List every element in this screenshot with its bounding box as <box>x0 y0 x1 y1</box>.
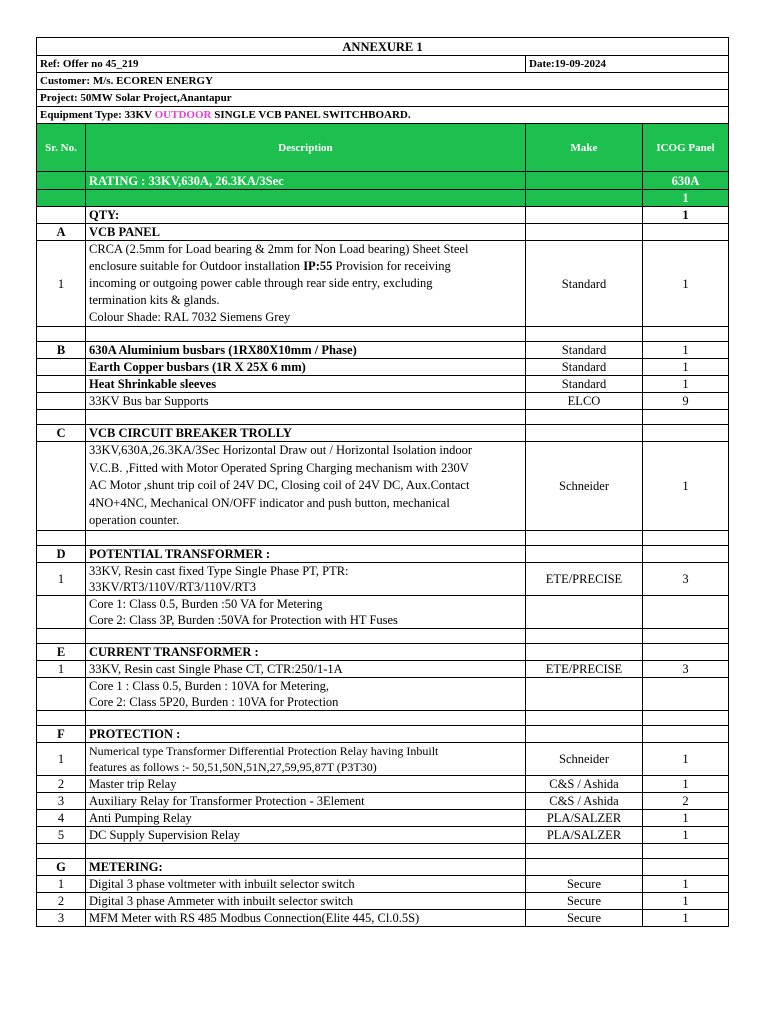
section-sr: B <box>37 342 86 359</box>
item-make: ETE/PRECISE <box>526 660 643 677</box>
table-row: Earth Copper busbars (1R X 25X 6 mm) Standard 1 <box>37 359 729 376</box>
table-row: 1 33KV, Resin cast Single Phase CT, CTR:250/1-1A ETE/PRECISE 3 <box>37 660 729 677</box>
table-row: 3 MFM Meter with RS 485 Modbus Connection(Elite 445, Cl.0.5S) Secure 1 <box>37 909 729 926</box>
section-title: VCB PANEL <box>86 224 526 241</box>
item-make: Schneider <box>526 442 643 531</box>
section-f-row <box>37 725 729 742</box>
table-row: Heat Shrinkable sleeves Standard 1 <box>37 376 729 393</box>
qty-value: 1 <box>643 207 729 224</box>
offer-ref: Ref: Offer no 45_219 <box>37 56 526 73</box>
item-description: 33KV,630A,26.3KA/3Sec Horizontal Draw out / Horizontal Isolation indoor V.C.B. ,Fitted with Motor Operated Spring Charging mechanism with 230V AC Motor ,shunt trip coil of 24V DC, Closing coil of 24V DC, Aux.Contact 4NO+4NC, Mechanical ON/OFF indicator and push button, mechanical operation counter. <box>86 442 526 531</box>
offer-date: Date:19-09-2024 <box>526 56 729 73</box>
rating-count: 1 <box>643 190 729 207</box>
table-row: 1 CRCA (2.5mm for Load bearing & 2mm for Non Load bearing) Sheet Steel enclosure suitable for Outdoor installation IP:55 Provision for receiving incoming or outgoing power cable through rear side entry, excluding termination kits & glands. Colour Shade: RAL 7032 Siemens Grey Standard 1 <box>37 241 729 327</box>
table-row: 2 Master trip Relay C&S / Ashida 1 <box>37 775 729 792</box>
table-row: 5 DC Supply Supervision Relay PLA/SALZER 1 <box>37 826 729 843</box>
section-title: CURRENT TRANSFORMER : <box>86 643 526 660</box>
item-qty: 1 <box>643 241 729 327</box>
equipment-suffix: SINGLE VCB PANEL SWITCHBOARD. <box>214 109 411 121</box>
section-c-row <box>37 425 729 442</box>
equipment-type-line <box>37 107 729 124</box>
item-make: Schneider <box>526 742 643 775</box>
table-row: 33KV Bus bar Supports ELCO 9 <box>37 393 729 410</box>
table-row: 1 33KV, Resin cast fixed Type Single Phase PT, PTR: 33KV/RT3/110V/RT3/110V/RT3 ETE/PRECISE 3 <box>37 562 729 595</box>
section-sr: F <box>37 725 86 742</box>
section-sr: C <box>37 425 86 442</box>
section-sr: G <box>37 858 86 875</box>
section-sr: E <box>37 643 86 660</box>
table-row: Core 1 : Class 0.5, Burden : 10VA for Metering, Core 2: Class 5P20, Burden : 10VA for Protection <box>37 677 729 710</box>
annexure-title: ANNEXURE 1 <box>37 38 729 56</box>
item-qty: 3 <box>643 562 729 595</box>
section-d-row <box>37 545 729 562</box>
equipment-prefix: Equipment Type: 33KV <box>40 109 152 121</box>
section-sr: A <box>37 224 86 241</box>
qty-label: QTY: <box>86 207 526 224</box>
table-row: 2 Digital 3 phase Ammeter with inbuilt selector switch Secure 1 <box>37 892 729 909</box>
rating-text: RATING : 33KV,630A, 26.3KA/3Sec <box>86 172 526 190</box>
section-e-row <box>37 643 729 660</box>
table-row: Core 1: Class 0.5, Burden :50 VA for Metering Core 2: Class 3P, Burden :50VA for Protection with HT Fuses <box>37 595 729 628</box>
col-header-panel: ICOG Panel <box>643 124 729 172</box>
table-row <box>37 442 729 531</box>
rating-value: 630A <box>643 172 729 190</box>
item-description: CRCA (2.5mm for Load bearing & 2mm for Non Load bearing) Sheet Steel enclosure suitable for Outdoor installation IP:55 Provision for receiving incoming or outgoing power cable through rear side entry, excluding termination kits & glands. Colour Shade: RAL 7032 Siemens Grey <box>86 241 526 327</box>
section-title: METERING: <box>86 858 526 875</box>
table-row: 1 Digital 3 phase voltmeter with inbuilt selector switch Secure 1 <box>37 875 729 892</box>
item-make: Standard <box>526 241 643 327</box>
col-header-sr: Sr. No. <box>37 124 86 172</box>
item-qty: 1 <box>643 742 729 775</box>
section-sr: D <box>37 545 86 562</box>
col-header-description: Description <box>86 124 526 172</box>
section-a-row <box>37 224 729 241</box>
section-title: PROTECTION : <box>86 725 526 742</box>
section-g-row <box>37 858 729 875</box>
item-qty: 3 <box>643 660 729 677</box>
item-make: ETE/PRECISE <box>526 562 643 595</box>
table-row: B 630A Aluminium busbars (1RX80X10mm / Phase) Standard 1 <box>37 342 729 359</box>
project-line: Project: 50MW Solar Project,Anantapur <box>37 90 729 107</box>
item-qty: 1 <box>643 442 729 531</box>
equipment-highlight: OUTDOOR <box>154 109 212 121</box>
annexure-table <box>36 37 729 927</box>
table-row: 3 Auxiliary Relay for Transformer Protection - 3Element C&S / Ashida 2 <box>37 792 729 809</box>
table-row: 4 Anti Pumping Relay PLA/SALZER 1 <box>37 809 729 826</box>
section-title: VCB CIRCUIT BREAKER TROLLY <box>86 425 526 442</box>
table-row: 1 Numerical type Transformer Differential Protection Relay having Inbuilt features as follows :- 50,51,50N,51N,27,59,95,87T (P3T30) Schneider 1 <box>37 742 729 775</box>
col-header-make: Make <box>526 124 643 172</box>
customer-line: Customer: M/s. ECOREN ENERGY <box>37 73 729 90</box>
section-title: POTENTIAL TRANSFORMER : <box>86 545 526 562</box>
